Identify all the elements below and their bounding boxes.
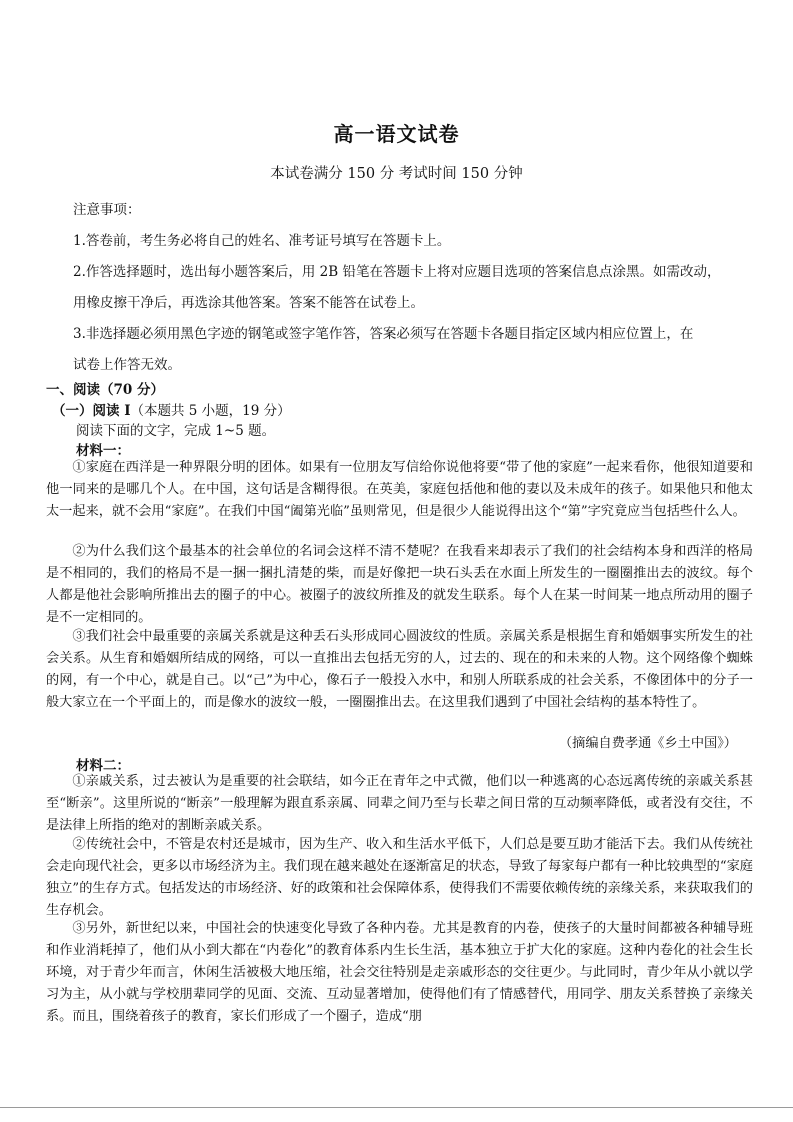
notice-item: 用橡皮擦干净后，再选涂其他答案。答案不能答在试卷上。 <box>73 295 424 311</box>
material-label: 材料一： <box>76 443 130 459</box>
paragraph: ②传统社会中，不管是农村还是城市，因为生产、收入和生活水平低下，人们总是要互助才能活下去。我们从传统社会走向现代社会，更多以市场经济为主。我们现在越来越处在逐渐富足的状态，导致了每家每户都有一种比较典型的“家庭独立”的生存方式。包括发达的市场经济、好的政策和社会保障体系，使得我们不需要依赖传统的亲缘关系，来获取我们的生存机会。 <box>46 837 753 918</box>
notice-item: 1.答卷前，考生务必将自己的姓名、准考证号填写在答题卡上。 <box>73 233 451 249</box>
paragraph: ①家庭在西洋是一种界限分明的团体。如果有一位朋友写信给你说他将要“带了他的家庭”一起来看你，他很知道要和他一同来的是哪几个人。在中国，这句话是含糊得很。在英美，家庭包括他和他的妻以及未成年的孩子。如果他只和他太太一起来，就不会用“家庭”。在我们中国“阖第光临”虽则常见，但是很少人能说得出这个“第”字究竟应当包括些什么人。 <box>46 460 753 519</box>
exam-info: 本试卷满分 150 分 考试时间 150 分钟 <box>270 166 523 182</box>
citation: （摘编自费孝通《乡土中国》） <box>558 736 737 751</box>
page-divider <box>0 1107 793 1108</box>
subsection-heading <box>52 399 291 419</box>
subsection-note: （本题共 5 小题，19 分） <box>130 403 291 419</box>
section-heading: 一、阅读（70 分） <box>46 382 164 398</box>
page-title: 高一语文试卷 <box>333 122 460 146</box>
notice-item: 2.作答选择题时，选出每小题答案后，用 2B 铅笔在答题卡上将对应题目选项的答案信息点涂黑。如需改动， <box>73 264 721 280</box>
subsection-label: （一）阅读 I <box>52 403 131 419</box>
paragraph: ③我们社会中最重要的亲属关系就是这种丢石头形成同心圆波纹的性质。亲属关系是根据生育和婚姻事实所发生的社会关系。从生育和婚姻所结成的网络，可以一直推出去包括无穷的人，过去的、现在的和未来的人物。这个网络像个蜘蛛的网，有一个中心，就是自己。以“己”为中心，像石子一般投入水中，和别人所联系成的社会关系，不像团体中的分子一般大家立在一个平面上的，而是像水的波纹一般，一圈圈推出去。在这里我们遇到了中国社会结构的基本特性了。 <box>46 629 753 710</box>
instruction: 阅读下面的文字，完成 1~5 题。 <box>76 423 276 439</box>
material-label: 材料二： <box>76 758 130 774</box>
paragraph: ①亲戚关系，过去被认为是重要的社会联结，如今正在青年之中式微，他们以一种逃离的心态远离传统的亲戚关系甚至“断亲”。这里所说的“断亲”一般理解为跟直系亲属、同辈之间乃至与长辈之间日常的互动频率降低，或者没有交往，不是法律上所指的绝对的割断亲戚关系。 <box>46 774 753 833</box>
notice-item: 3.非选择题必须用黑色字迹的钢笔或签字笔作答，答案必须写在答题卡各题目指定区域内相应位置上，在 <box>73 326 694 342</box>
paragraph: ②为什么我们这个最基本的社会单位的名词会这样不清不楚呢？在我看来却表示了我们的社会结构本身和西洋的格局是不相同的，我们的格局不是一捆一捆扎清楚的柴，而是好像把一块石头丢在水面上所发生的一圈圈推出去的波纹。每个人都是他社会影响所推出去的圈子的中心。被圈子的波纹所推及的就发生联系。每个人在某一时间某一地点所动用的圈子是不一定相同的。 <box>46 544 753 625</box>
paragraph: ③另外，新世纪以来，中国社会的快速变化导致了各种内卷。尤其是教育的内卷，使孩子的大量时间都被各种辅导班和作业消耗掉了，他们从小到大都在“内卷化”的教育体系内生长生活，基本独立于扩大化的家庭。这种内卷化的社会生长环境，对于青少年而言，休闲生活被极大地压缩，社会交往特别是走亲戚形态的交往更少。与此同时，青少年从小就以学习为主，从小就与学校朋辈同学的见面、交流、互动显著增加，使得他们有了情感替代，用同学、朋友关系替换了亲缘关系。而且，围绕着孩子的教育，家长们形成了一个圈子，造成“朋 <box>46 921 753 1024</box>
notice-heading: 注意事项： <box>73 202 141 218</box>
notice-item: 试卷上作答无效。 <box>73 357 181 373</box>
